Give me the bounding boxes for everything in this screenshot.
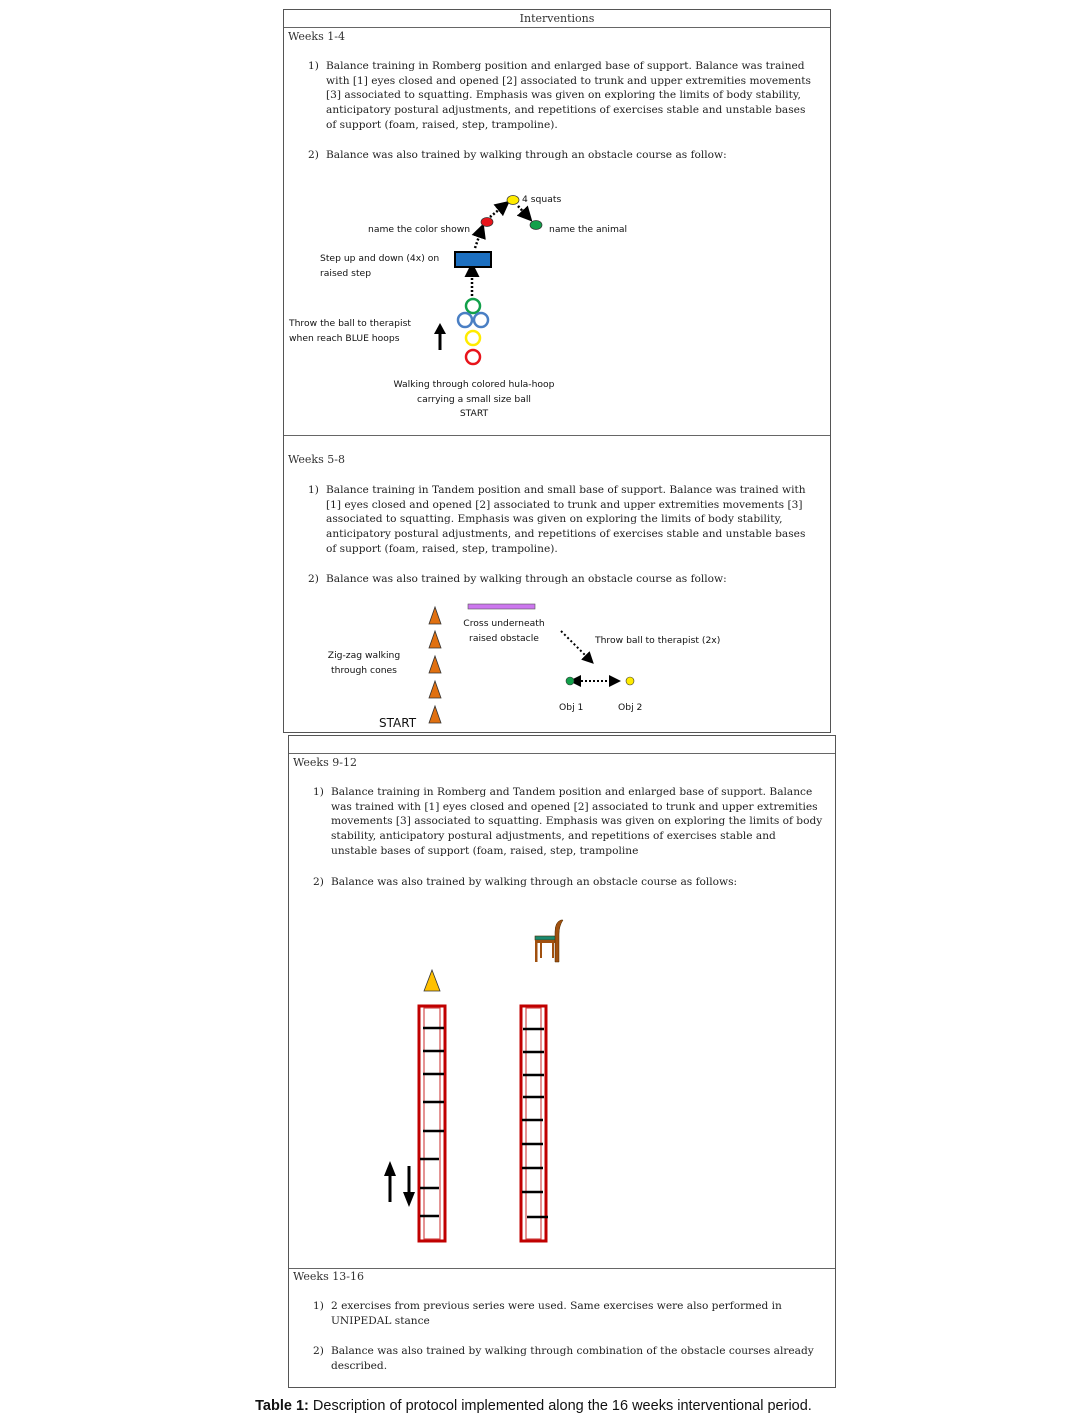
item-number: 1) bbox=[308, 484, 319, 496]
up-arrow-icon bbox=[384, 1161, 396, 1202]
weeks-13-16-label: Weeks 13-16 bbox=[293, 1270, 364, 1283]
label-cross-line1: Cross underneath bbox=[463, 618, 545, 629]
item-text: Balance training in Romberg position and enlarged base of support. Balance was trained with [1] eyes closed and opened [2] associated to trunk and upper extremities movements [3] associated to squatting. Emphasis was given on exploring the limits of body stability, anticipatory postural adjustments, and repetitions of exercises stable and unstable bases of support (foam, raised, step, trampoline). bbox=[326, 60, 811, 131]
weeks-9-12-label: Weeks 9-12 bbox=[293, 756, 357, 769]
obj-2-yellow bbox=[626, 677, 634, 685]
item-number: 2) bbox=[308, 573, 319, 585]
item-text: 2 exercises from previous series were used. Same exercises were also performed in UNIPEDAL stance bbox=[331, 1300, 782, 1327]
label-throw-line2: when reach BLUE hoops bbox=[289, 333, 400, 344]
caption-label: Table 1: bbox=[255, 1398, 309, 1414]
obj-1-green bbox=[566, 677, 574, 685]
label-step-line1: Step up and down (4x) on bbox=[320, 253, 440, 264]
label-zigzag-line1: Zig-zag walking bbox=[327, 650, 401, 661]
label-name-animal: name the animal bbox=[549, 224, 628, 235]
raised-obstacle-bar bbox=[468, 604, 535, 609]
item-text: Balance was also trained by walking through an obstacle course as follow: bbox=[326, 573, 727, 585]
section-divider bbox=[289, 1268, 835, 1269]
label-start-2: START bbox=[379, 716, 417, 730]
label-step-line2: raised step bbox=[320, 268, 372, 279]
item-text: Balance was also trained by walking through combination of the obstacle courses already described. bbox=[331, 1345, 814, 1372]
label-zigzag-line2: through cones bbox=[331, 665, 397, 676]
weeks-13-16-item-2 bbox=[313, 1344, 823, 1373]
item-number: 1) bbox=[313, 1300, 324, 1312]
table-header: Interventions bbox=[519, 12, 595, 25]
item-text: Balance training in Tandem position and small base of support. Balance was trained with [1] eyes closed and opened [2] associated to trunk and upper extremities movements [3] associated to squatting. Emphasis was given on exploring the limits of body stability, anticipatory postural adjustments, and repetitions of exercises stable and unstable bases of support (foam, raised, step, trampoline). bbox=[326, 484, 806, 555]
table-caption bbox=[0, 1398, 1067, 1414]
protocol-table-part-1 bbox=[283, 9, 831, 733]
label-throw-2x: Throw ball to therapist (2x) bbox=[595, 635, 721, 646]
item-number: 2) bbox=[313, 876, 324, 888]
item-text: Balance was also trained by walking through an obstacle course as follow: bbox=[326, 149, 727, 161]
label-walk-line2: carrying a small size ball bbox=[417, 394, 531, 405]
item-text: Balance training in Romberg and Tandem position and enlarged base of support. Balance was trained with [1] eyes closed and opened [2] associated to trunk and upper extremities movements [3] associated to squatting. Emphasis was given on exploring the limits of body stability, anticipatory postural adjustments, and repetitions of exercises stable and unstable bases of support (foam, raised, step, trampoline bbox=[331, 786, 823, 857]
protocol-table-part-2 bbox=[288, 735, 836, 1388]
obstacle-course-diagram-3 bbox=[289, 736, 835, 1266]
label-obj-1: Obj 1 bbox=[559, 702, 584, 713]
label-walk-line1: Walking through colored hula-hoop bbox=[393, 379, 555, 390]
label-cross-line2: raised obstacle bbox=[469, 633, 539, 644]
cone-4 bbox=[429, 681, 441, 698]
item-number: 2) bbox=[308, 149, 319, 161]
ladder-left bbox=[419, 1006, 445, 1241]
item-number: 1) bbox=[313, 786, 324, 798]
ladder-right bbox=[521, 1006, 546, 1241]
caption-text: Description of protocol implemented along the 16 weeks interventional period. bbox=[308, 1398, 812, 1414]
label-4-squats: 4 squats bbox=[522, 194, 562, 205]
item-text: Balance was also trained by walking through an obstacle course as follows: bbox=[331, 876, 738, 888]
cone-3 bbox=[429, 656, 441, 673]
label-start-1: START bbox=[459, 408, 489, 419]
cone-5 bbox=[429, 706, 441, 723]
item-number: 2) bbox=[313, 1345, 324, 1357]
yellow-cone bbox=[424, 970, 440, 991]
cone-1 bbox=[429, 607, 441, 624]
label-obj-2: Obj 2 bbox=[618, 702, 643, 713]
weeks-5-8-label: Weeks 5-8 bbox=[288, 453, 345, 466]
weeks-13-16-item-1 bbox=[313, 1299, 823, 1328]
down-arrow-icon bbox=[403, 1166, 415, 1207]
label-throw-line1: Throw the ball to therapist bbox=[289, 318, 411, 329]
chair-icon bbox=[535, 920, 563, 962]
label-name-color: name the color shown bbox=[368, 224, 471, 235]
weeks-1-4-label: Weeks 1-4 bbox=[288, 30, 345, 43]
obstacle-course-diagram-2 bbox=[284, 10, 830, 732]
path-to-objects bbox=[561, 631, 591, 661]
item-number: 1) bbox=[308, 60, 319, 72]
cone-2 bbox=[429, 631, 441, 648]
